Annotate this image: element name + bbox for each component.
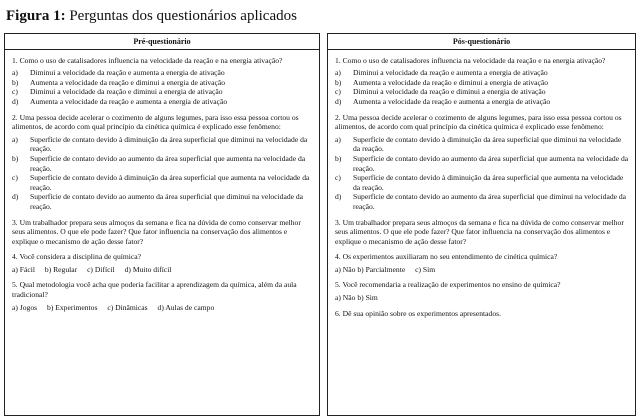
option-text: Aumenta a velocidade da reação e aumenta a energia de ativação bbox=[353, 96, 551, 106]
option-list bbox=[12, 68, 313, 106]
option-letter: a) bbox=[335, 134, 341, 144]
option-letter: a) bbox=[335, 68, 341, 78]
option-text: Superfície de contato devido ao aumento da área superficial que aumenta na velocidade da reação. bbox=[30, 153, 306, 173]
option-c: c) Sim bbox=[415, 264, 436, 274]
option-d bbox=[12, 97, 313, 107]
option-letter: c) bbox=[335, 87, 341, 97]
option-letter: b) bbox=[335, 77, 342, 87]
pre-questionnaire-box bbox=[4, 33, 320, 416]
question-text: 1. Como o uso de catalisadores influencia na velocidade da reação e na energia ativação? bbox=[335, 55, 606, 65]
pre-question-2 bbox=[12, 113, 313, 212]
option-text: Superfície de contato devido à diminuição da área superficial que diminui na velocidade da reação. bbox=[30, 134, 308, 154]
option-b bbox=[12, 78, 313, 88]
question-text: 5. Você recomendaria a realização de experimentos no ensino de química? bbox=[335, 280, 561, 290]
figure-label: Figura 1: bbox=[6, 8, 66, 24]
question-text: 6. Dê sua opinião sobre os experimentos apresentados. bbox=[335, 308, 501, 318]
option-text: Superfície de contato devido à diminuição da área superficial que diminui na velocidade da reação. bbox=[353, 134, 622, 154]
option-c bbox=[12, 87, 313, 97]
inline-options bbox=[12, 303, 313, 313]
option-text: Superfície de contato devido à diminuição da área superficial que aumenta na velocidade da reação. bbox=[353, 173, 624, 192]
option-letter: d) bbox=[335, 96, 342, 106]
post-questionnaire-title: Pós-questionário bbox=[328, 37, 635, 50]
option-letter: a) bbox=[12, 68, 18, 78]
option-letter: d) bbox=[12, 96, 19, 106]
option-a bbox=[12, 68, 313, 78]
option-text: Superfície de contato devido ao aumento da área superficial que aumenta na velocidade da reação. bbox=[353, 153, 629, 173]
post-question-5 bbox=[335, 280, 629, 302]
question-text: 4. Os experimentos auxiliaram no seu entendimento de cinética química? bbox=[335, 252, 558, 262]
option-letter: b) bbox=[335, 153, 342, 163]
option-text: Diminui a velocidade da reação e aumenta a energia de ativação bbox=[353, 68, 548, 78]
inline-options bbox=[12, 265, 313, 275]
option-text: Superfície de contato devido à diminuição da área superficial que aumenta na velocidade da reação. bbox=[30, 173, 310, 192]
option-d: d) Muito difícil bbox=[124, 264, 172, 274]
option-list bbox=[335, 68, 629, 106]
question-text: 2. Uma pessoa decide acelerar o cozimento de alguns legumes, para isso essa pessoa cortou os alimentos, de acordo com qual princípio da cinética química é explicado esse fenômeno: bbox=[12, 112, 299, 132]
option-b: b) Experimentos bbox=[47, 302, 98, 312]
option-letter: c) bbox=[335, 173, 341, 183]
option-b bbox=[12, 154, 313, 173]
option-a bbox=[335, 68, 629, 78]
option-a bbox=[335, 135, 629, 154]
post-question-1 bbox=[335, 56, 629, 107]
post-question-4 bbox=[335, 252, 629, 274]
inline-options bbox=[335, 293, 629, 303]
option-b bbox=[335, 78, 629, 88]
option-text: Superfície de contato devido ao aumento da área superficial que diminui na velocidade da reação. bbox=[30, 192, 304, 211]
option-c bbox=[335, 87, 629, 97]
option-letter: c) bbox=[12, 173, 18, 183]
option-text: Aumenta a velocidade da reação e diminui a energia de ativação bbox=[30, 77, 226, 87]
option-text: Aumenta a velocidade da reação e aumenta a energia de ativação bbox=[30, 96, 228, 106]
figure-caption: Perguntas dos questionários aplicados bbox=[65, 8, 297, 24]
pre-question-5 bbox=[12, 280, 313, 312]
option-d bbox=[335, 192, 629, 211]
question-text: 2. Uma pessoa decide acelerar o cozimento de alguns legumes, para isso essa pessoa cortou os alimentos, de acordo com qual princípio da cinética química é explicado esse fenômeno: bbox=[335, 112, 622, 132]
question-text: 5. Qual metodologia você acha que poderia facilitar a aprendizagem da química, além da aula tradicional? bbox=[12, 280, 297, 300]
option-letter: d) bbox=[335, 192, 342, 202]
option-text: Diminui a velocidade da reação e diminui a energia de ativação bbox=[353, 87, 546, 97]
option-text: Superfície de contato devido ao aumento da área superficial que diminui na velocidade da reação. bbox=[353, 192, 627, 211]
option-letter: d) bbox=[12, 192, 19, 202]
option-d bbox=[335, 97, 629, 107]
pre-question-4 bbox=[12, 252, 313, 274]
option-b: b) Regular bbox=[44, 264, 78, 274]
option-c: c) Dinâmicas bbox=[107, 302, 148, 312]
option-a: a) Fácil bbox=[12, 264, 35, 274]
option-a-b: a) Não b) Sim bbox=[335, 293, 378, 303]
option-a-b: a) Não b) Parcialmente bbox=[335, 264, 406, 274]
pre-questionnaire-title: Pré-questionário bbox=[5, 37, 319, 50]
option-text: Diminui a velocidade da reação e diminui a energia de ativação bbox=[30, 87, 223, 97]
inline-options bbox=[335, 265, 629, 275]
option-text: Diminui a velocidade da reação e aumenta a energia de ativação bbox=[30, 68, 225, 78]
option-letter: a) bbox=[12, 134, 18, 144]
option-a: a) Jogos bbox=[12, 302, 38, 312]
option-c bbox=[12, 173, 313, 192]
option-b bbox=[335, 154, 629, 173]
question-text: 3. Um trabalhador prepara seus almoços da semana e fica na dúvida de como conservar melhor seus alimentos. O que ele pode fazer? Que fator influencia na conservação dos alimentos e explique o mecanismo de ação desse fator? bbox=[335, 217, 624, 246]
post-question-2 bbox=[335, 113, 629, 212]
pre-question-1 bbox=[12, 56, 313, 107]
option-list bbox=[12, 135, 313, 212]
option-a bbox=[12, 135, 313, 154]
option-d bbox=[12, 192, 313, 211]
option-c bbox=[335, 173, 629, 192]
question-text: 1. Como o uso de catalisadores influencia na velocidade da reação e na energia ativação? bbox=[12, 55, 283, 65]
option-list bbox=[335, 135, 629, 212]
post-question-3 bbox=[335, 218, 629, 247]
option-letter: b) bbox=[12, 153, 19, 163]
option-d: d) Aulas de campo bbox=[157, 302, 215, 312]
question-text: 3. Um trabalhador prepara seus almoços da semana e fica na dúvida de como conservar melhor seus alimentos. O que ele pode fazer? Que fator influencia na conservação dos alimentos e explique o mecanismo de ação desse fator? bbox=[12, 217, 301, 246]
option-c: c) Difícil bbox=[87, 264, 115, 274]
post-questionnaire-box bbox=[327, 33, 636, 416]
question-text: 4. Você considera a disciplina de química? bbox=[12, 252, 141, 262]
post-question-6 bbox=[335, 309, 629, 319]
pre-question-3 bbox=[12, 218, 313, 247]
option-letter: c) bbox=[12, 87, 18, 97]
option-text: Aumenta a velocidade da reação e diminui a energia de ativação bbox=[353, 77, 549, 87]
figure-title bbox=[6, 6, 297, 26]
option-letter: b) bbox=[12, 77, 19, 87]
